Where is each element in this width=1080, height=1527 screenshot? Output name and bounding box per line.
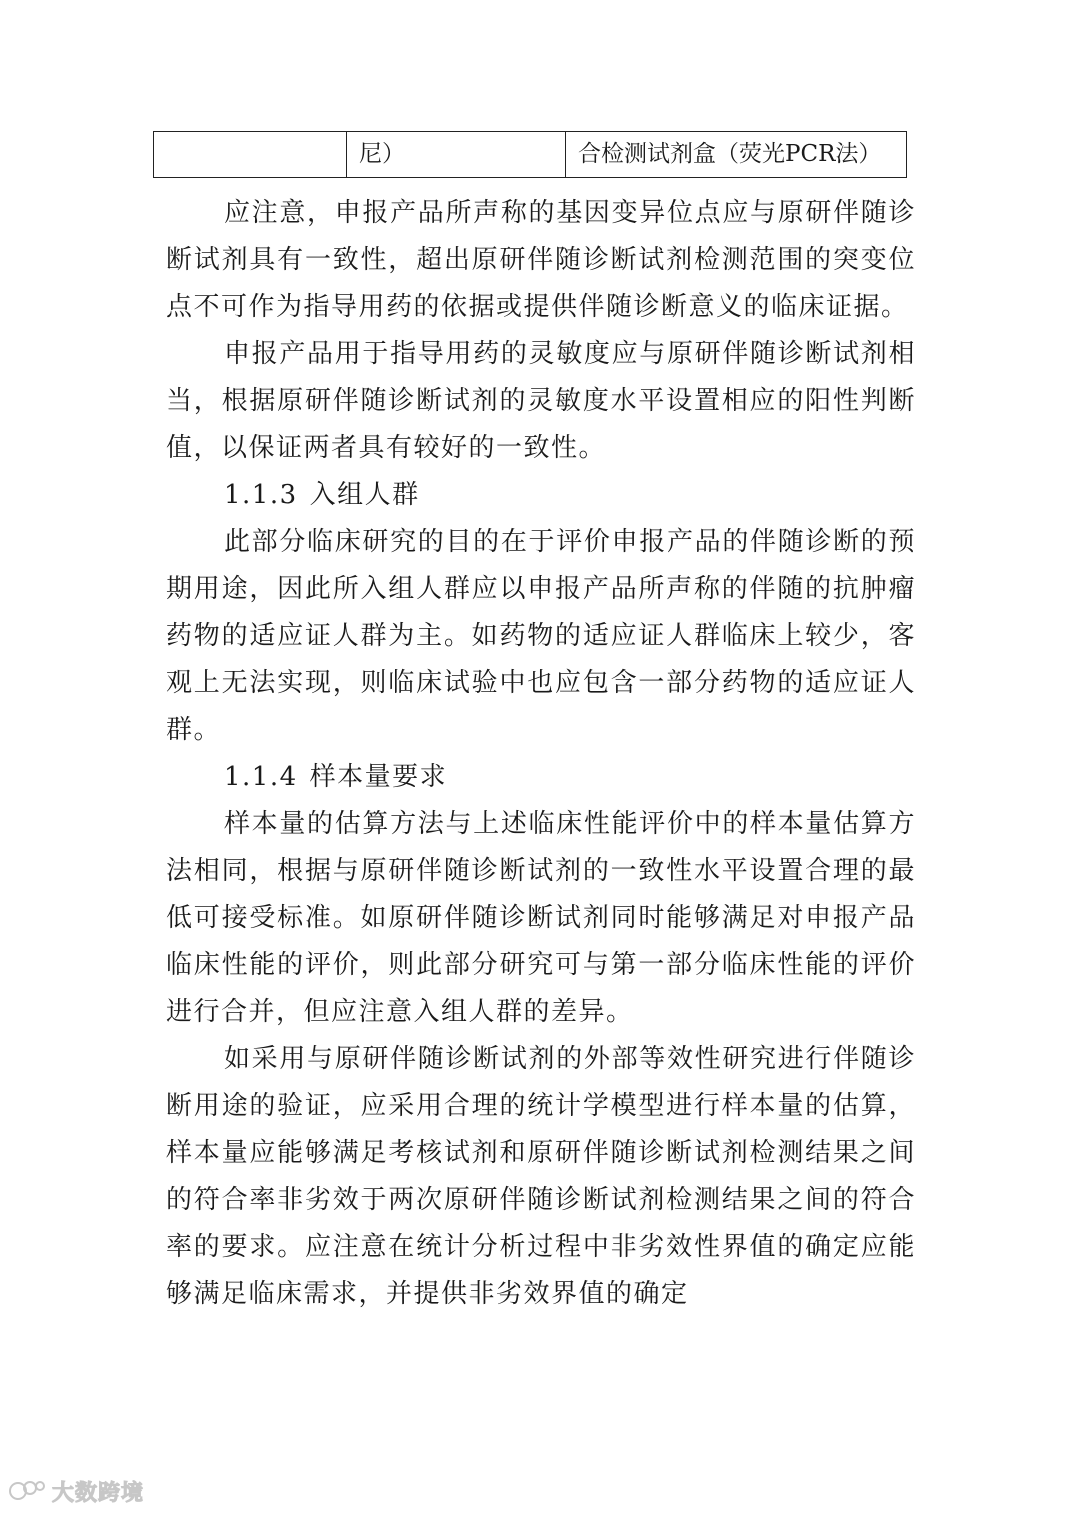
paragraph-sample-size: 样本量的估算方法与上述临床性能评价中的样本量估算方法相同，根据与原研伴随诊断试剂的一致性水平设置合理的最低可接受标准。如原研伴随诊断试剂同时能够满足对申报产品临床性能的评价，则此部分研究可与第一部分临床性能的评价进行合并，但应注意入组人群的差异。 <box>166 809 916 1027</box>
brand-logo-icon <box>8 1476 48 1506</box>
section-title: 样本量要求 <box>309 762 448 792</box>
paragraph-sensitivity: 申报产品用于指导用药的灵敏度应与原研伴随诊断试剂相当，根据原研伴随诊断试剂的灵敏度水平设置相应的阳性判断值，以保证两者具有较好的一致性。 <box>166 339 916 463</box>
table-cell-2: 尼） <box>347 132 566 178</box>
watermark-text: 大数跨境 <box>52 1480 145 1506</box>
paragraph-equivalence: 如采用与原研伴随诊断试剂的外部等效性研究进行伴随诊断用途的验证，应采用合理的统计学模型进行样本量的估算，样本量应能够满足考核试剂和原研伴随诊断试剂检测结果之间的符合率非劣效于两次原研伴随诊断试剂检测结果之间的符合率的要求。应注意在统计分析过程中非劣效性界值的确定应能够满足临床需求，并提供非劣效界值的确定 <box>166 1044 916 1309</box>
section-number: 1.1.4 <box>224 762 298 792</box>
table-cell-1 <box>154 132 347 178</box>
table-row <box>154 132 907 178</box>
watermark <box>8 1473 144 1509</box>
table-cell-3: 合检测试剂盒（荧光PCR法） <box>566 132 907 178</box>
document-body <box>166 190 916 1318</box>
section-heading-1-1-3 <box>166 472 916 519</box>
section-title: 入组人群 <box>309 480 420 510</box>
paragraph-consistency: 应注意，申报产品所声称的基因变异位点应与原研伴随诊断试剂具有一致性，超出原研伴随诊断试剂检测范围的突变位点不可作为指导用药的依据或提供伴随诊断意义的临床证据。 <box>166 198 916 322</box>
section-number: 1.1.3 <box>224 480 298 510</box>
table-fragment <box>153 131 907 178</box>
paragraph-enrollment: 此部分临床研究的目的在于评价申报产品的伴随诊断的预期用途，因此所入组人群应以申报产品所声称的伴随的抗肿瘤药物的适应证人群为主。如药物的适应证人群临床上较少，客观上无法实现，则临床试验中也应包含一部分药物的适应证人群。 <box>166 527 916 745</box>
section-heading-1-1-4 <box>166 754 916 801</box>
